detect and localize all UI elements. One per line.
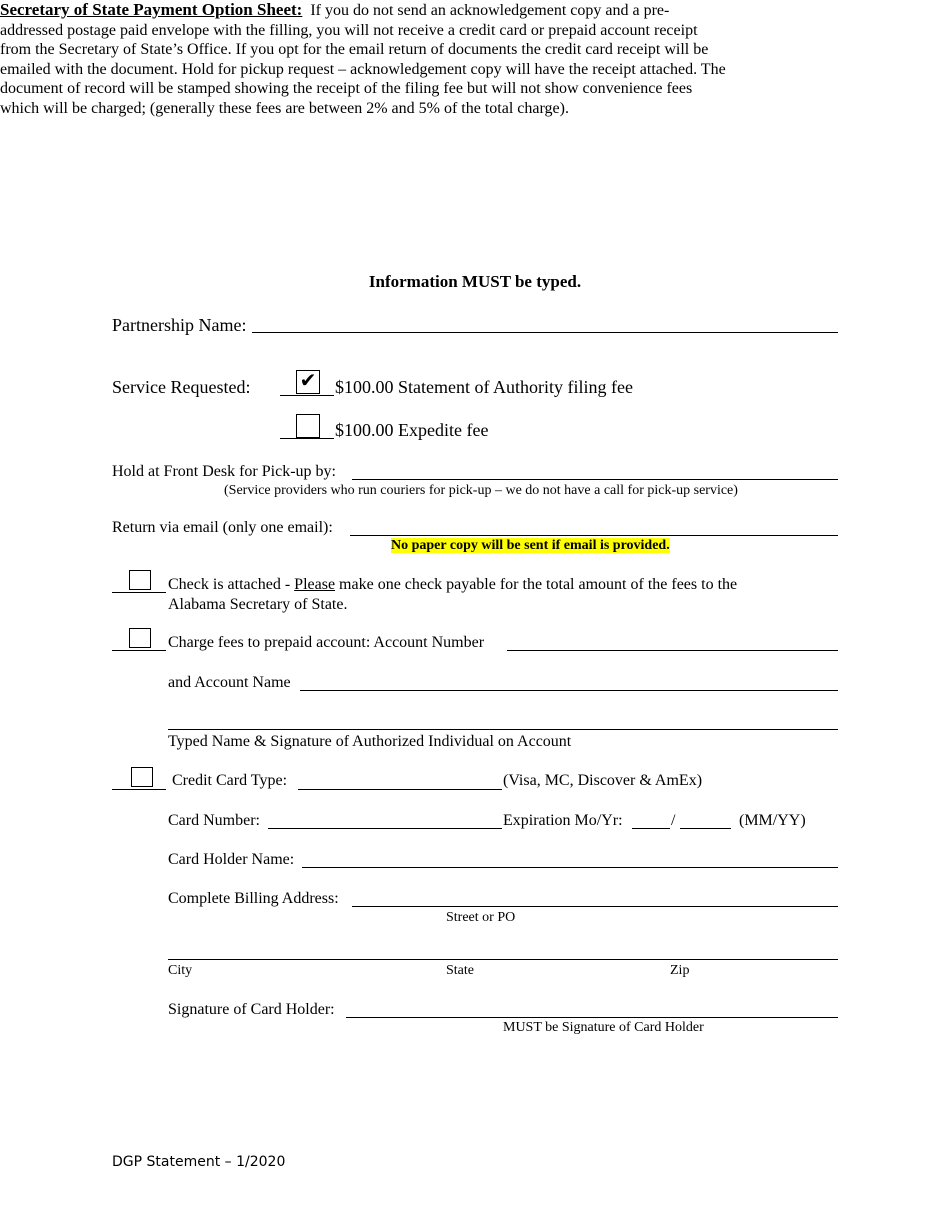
check-text-post: make one check payable for the total amount of the fees to the [335,576,738,593]
expedite-fee-label: $100.00 Expedite fee [335,420,489,440]
hold-note: (Service providers who run couriers for pick-up – we do not have a call for pick-up service) [224,483,738,498]
authorized-signature-field[interactable] [168,729,838,730]
check-line-2: Alabama Secretary of State. [168,596,348,613]
intro-text: If you do not send an acknowledgement copy and a pre-addressed postage paid envelope with the filling, you will not receive a credit card or prepaid account receipt from the Secretary of State’s Office. If you opt for the email return of documents the credit card receipt will be emailed with the document. Hold for pickup request – acknowledgement copy will have the receipt attached. The document of record will be stamped showing the receipt of the filing fee but will not show convenience fees which will be charged; (generally these fees are between 2% and 5% of the total charge). [0,2,726,117]
service-option-2-lead [280,438,334,439]
expiration-hint: (MM/YY) [739,812,806,829]
partnership-name-field[interactable] [252,332,838,333]
check-please: Please [294,576,336,593]
service-option-1-lead [280,395,334,396]
footer-label: DGP Statement – 1/2020 [112,1154,286,1170]
check-line-1 [168,575,737,594]
service-label: Service Requested: [112,377,251,397]
zip-caption: Zip [670,963,690,978]
expiration-year-field[interactable] [680,828,731,829]
statement-fee-label: $100.00 Statement of Authority filing fee [335,377,633,397]
expiration-label: Expiration Mo/Yr: [503,812,623,829]
prepaid-account-checkbox[interactable] [129,628,151,648]
billing-address-label: Complete Billing Address: [168,890,339,907]
credit-card-checkbox[interactable] [131,767,153,787]
street-caption: Street or PO [446,910,516,925]
typed-notice: Information MUST be typed. [368,272,582,291]
credit-lead [112,789,166,790]
card-type-field[interactable] [298,789,502,790]
card-number-field[interactable] [268,828,502,829]
hold-label: Hold at Front Desk for Pick-up by: [112,463,336,480]
email-warning: No paper copy will be sent if email is provided. [391,538,670,553]
card-number-label: Card Number: [168,812,260,829]
holder-name-label: Card Holder Name: [168,851,295,868]
state-caption: State [446,963,474,978]
hold-pickup-field[interactable] [352,479,838,480]
email-label: Return via email (only one email): [112,519,333,536]
expedite-fee-checkbox[interactable] [296,414,320,438]
email-field[interactable] [350,535,838,536]
card-holder-signature-label: Signature of Card Holder: [168,1001,335,1018]
intro-heading: Secretary of State Payment Option Sheet: [0,0,303,19]
card-type-hint: (Visa, MC, Discover & AmEx) [503,772,703,789]
card-type-label: Credit Card Type: [172,772,288,789]
holder-name-field[interactable] [302,867,838,868]
city-caption: City [168,963,193,978]
account-number-field[interactable] [507,650,838,651]
authorized-signature-caption: Typed Name & Signature of Authorized Individual on Account [168,733,572,750]
statement-fee-checkbox[interactable] [296,370,320,394]
intro-paragraph [0,0,728,119]
street-field[interactable] [352,906,838,907]
expiration-month-field[interactable] [632,828,670,829]
check-attached-checkbox[interactable] [129,570,151,590]
card-holder-signature-field[interactable] [346,1017,838,1018]
partnership-label: Partnership Name: [112,315,247,335]
expiration-separator: / [671,812,676,829]
check-text-pre: Check is attached - [168,576,295,593]
account-name-field[interactable] [300,690,838,691]
prepaid-label: Charge fees to prepaid account: Account Number [168,634,485,651]
card-holder-signature-caption: MUST be Signature of Card Holder [503,1020,704,1035]
checkmark-icon: ✔ [299,370,317,392]
check-lead [112,592,166,593]
prepaid-lead [112,650,166,651]
account-name-label: and Account Name [168,674,291,691]
city-state-zip-field[interactable] [168,959,838,960]
